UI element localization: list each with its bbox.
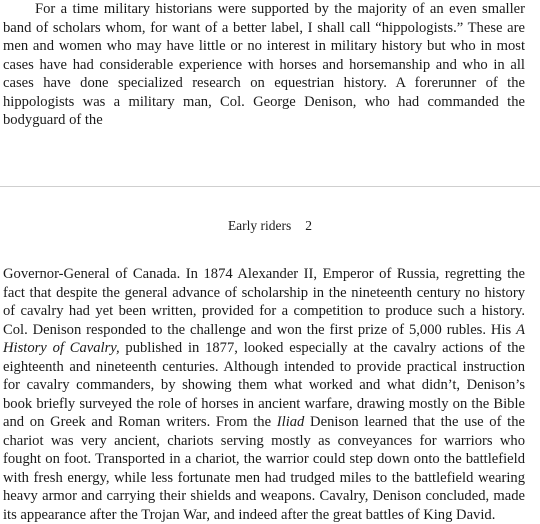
epic-title-italic: Iliad (276, 414, 305, 430)
paragraph-denison (3, 265, 525, 524)
page-body-text (3, 265, 525, 524)
running-head-title: Early riders (227, 218, 292, 233)
running-head (0, 218, 540, 234)
paragraph-text-part2: published in 1877, looked especially at the cavalry actions of the eighteenth and nineteenth centuries. Although intended to provide practical instruction for cavalry commanders, by showing them what worked and what didn’t, Denison’s book briefly surveyed the role of horses in ancient warfare, drawing mostly on the Bible and on Greek and Roman writers. From the (3, 340, 525, 430)
paragraph-hippologists: For a time military historians were supported by the majority of an even smaller band of scholars whom, for want of a better label, I shall call “hippologists.” These are men and women who may have little or no interest in military history but who in most cases have had considerable experience with horses and horsemanship and who in all cases have done specialized research on equestrian history. A forerunner of the hippologists was a military man, Col. George Denison, who had commanded the bodyguard of the (3, 1, 525, 128)
page-number: 2 (305, 218, 313, 233)
paragraph-text-part3: Denison learned that the use of the chariot was very ancient, chariots serving mostly as conveyances for warriors who fought on foot. Transported in a chariot, the warrior could step down onto the battlefield with fresh energy, while less fortunate men had trudged miles to the battlefield wearing heavy armor and carrying their shields and weapons. Cavalry, Denison concluded, made its appearance after the Trojan War, and indeed after the great battles of King David. (3, 414, 525, 523)
page-break-divider (0, 186, 540, 187)
book-title-italic: A History of Cavalry, (3, 321, 525, 356)
previous-page-text (3, 0, 525, 130)
paragraph-text-part1: Governor-General of Canada. In 1874 Alexander II, Emperor of Russia, regretting the fact that despite the general advance of scholarship in the nineteenth century no history of cavalry had yet been written, provided for a competition to produce such a history. Col. Denison responded to the challenge and won the first prize of 5,000 rubles. His (3, 266, 525, 338)
